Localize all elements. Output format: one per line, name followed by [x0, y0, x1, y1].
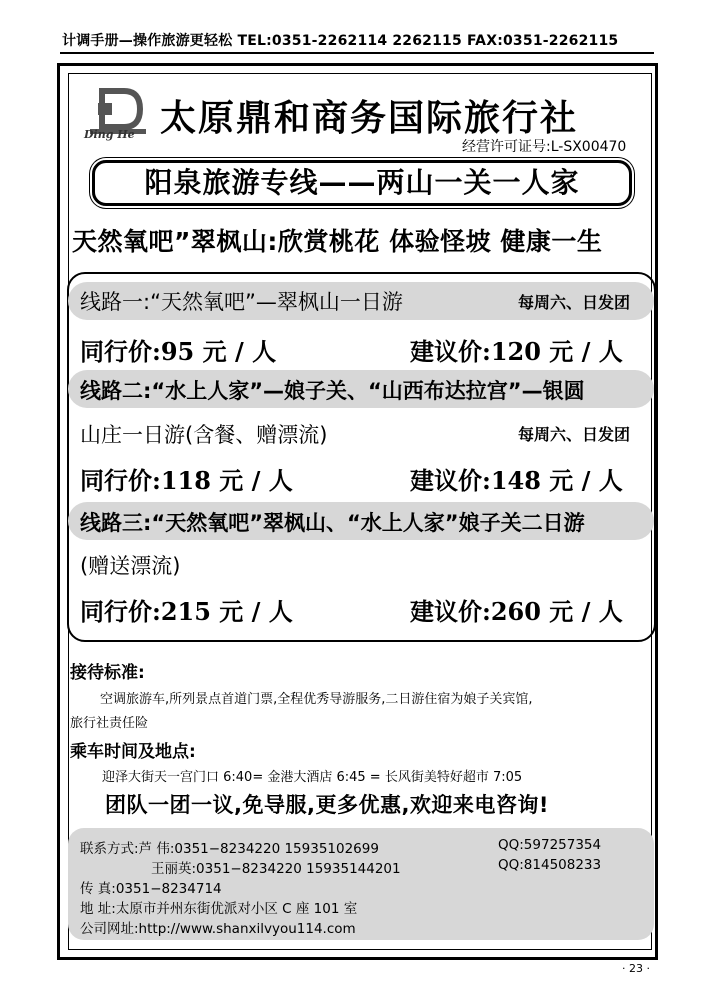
contact-row-1: 联系方式:芦 伟:0351−8234220 15935102699 — [80, 841, 379, 857]
route-2-schedule: 每周六、日发团 — [518, 425, 631, 444]
contact-address: 地 址:太原市并州东街优派对小区 C 座 101 室 — [80, 901, 358, 917]
page-header: 计调手册—操作旅游更轻松 TEL:0351-2262114 2262115 FAX:0351-2262115 — [62, 33, 619, 49]
banner-title: 阳泉旅游专线——两山一关一人家 — [144, 166, 580, 199]
route-2-peer-price: 同行价:118 元 / 人 — [80, 466, 293, 495]
contact-row-2-qq: QQ:814508233 — [498, 857, 602, 873]
title-banner — [92, 160, 632, 206]
contact-row-2: 王丽英:0351−8234220 15935144201 — [151, 861, 401, 877]
license-number: 经营许可证号:L-SX00470 — [462, 139, 627, 155]
route-3-suggest-price: 建议价:260 元 / 人 — [410, 597, 623, 626]
routes-box — [67, 272, 656, 642]
subtitle: 天然氧吧”翠枫山:欣赏桃花 体验怪坡 健康一生 — [72, 227, 603, 256]
contact-row-1-qq: QQ:597257354 — [498, 837, 602, 853]
contact-fax: 传 真:0351−8234714 — [80, 881, 222, 897]
header-rule — [60, 52, 654, 54]
route-3-title: 线路三:“天然氧吧”翠枫山、“水上人家”娘子关二日游 — [80, 511, 585, 535]
company-logo-icon — [84, 83, 152, 153]
route-2-suggest-price: 建议价:148 元 / 人 — [410, 466, 623, 495]
reception-title: 接待标准: — [70, 663, 145, 683]
route-1-suggest-price: 建议价:120 元 / 人 — [410, 337, 623, 366]
reception-line-2: 旅行社责任险 — [70, 716, 149, 731]
contact-website[interactable]: 公司网址:http://www.shanxilvyou114.com — [80, 921, 356, 937]
company-name: 太原鼎和商务国际旅行社 — [160, 97, 579, 139]
slogan: 团队一团一议,免导服,更多优惠,欢迎来电咨询! — [105, 793, 550, 817]
route-1-peer-price: 同行价:95 元 / 人 — [80, 337, 277, 366]
route-1-title: 线路一:“天然氧吧”—翠枫山一日游 — [80, 290, 403, 314]
route-3-peer-price: 同行价:215 元 / 人 — [80, 597, 293, 626]
page-number: · 23 · — [622, 962, 650, 975]
reception-line-1: 空调旅游车,所列景点首道门票,全程优秀导游服务,二日游住宿为娘子关宾馆, — [100, 692, 533, 707]
route-2-title-cont: 山庄一日游(含餐、赠漂流) — [80, 423, 328, 447]
logo-text: Ding He — [84, 128, 135, 141]
route-3-title-cont: (赠送漂流) — [80, 554, 181, 578]
route-1-schedule: 每周六、日发团 — [518, 293, 631, 312]
pickup-line: 迎泽大街天一宫门口 6:40= 金港大酒店 6:45 = 长风街美特好超市 7:05 — [102, 770, 523, 785]
route-2-title: 线路二:“水上人家”—娘子关、“山西布达拉宫”—银圆 — [80, 379, 585, 403]
pickup-title: 乘车时间及地点: — [70, 742, 196, 762]
